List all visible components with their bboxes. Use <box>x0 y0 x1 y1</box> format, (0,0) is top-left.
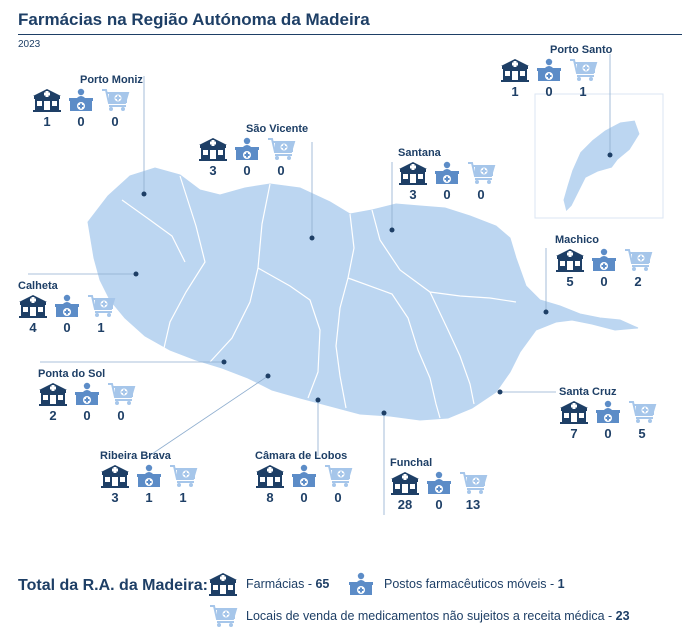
pharmacy-building-icon <box>255 464 285 488</box>
madeira-island <box>88 168 638 420</box>
municipality-santana <box>398 147 496 202</box>
otc-stores-count: 0 <box>334 490 342 505</box>
mobile-posts-count: 0 <box>604 426 612 441</box>
mobile-pharmacy-post-icon <box>66 88 96 112</box>
shopping-cart-cross-icon <box>458 471 488 495</box>
shopping-cart-cross-icon <box>627 400 657 424</box>
mobile-pharmacy-post-icon <box>289 464 319 488</box>
legend-otc-stores <box>208 604 630 628</box>
legend-mobile-label: Postos farmacêuticos móveis - <box>384 577 558 591</box>
municipality-porto-moniz <box>32 74 143 129</box>
shopping-cart-cross-icon <box>106 382 136 406</box>
pharmacies-count: 3 <box>209 163 217 178</box>
pharmacy-building-icon <box>559 400 589 424</box>
marker-ponta-do-sol <box>222 360 227 365</box>
pharmacy-building-icon <box>32 88 62 112</box>
otc-stores-count: 0 <box>117 408 125 423</box>
mobile-posts-count: 0 <box>243 163 251 178</box>
totals-label: Total da R.A. da Madeira: <box>18 577 208 594</box>
municipality-name: Calheta <box>18 280 58 292</box>
marker-porto-santo <box>608 153 613 158</box>
otc-stores-count: 1 <box>579 84 587 99</box>
municipality-name: Santa Cruz <box>559 386 617 398</box>
municipality-funchal <box>390 457 488 512</box>
map-year: 2023 <box>18 39 41 50</box>
legend-mobile-value: 1 <box>557 577 565 591</box>
legend-mobile-posts <box>346 572 565 596</box>
municipality-name: Câmara de Lobos <box>255 450 348 462</box>
mobile-pharmacy-post-icon <box>232 137 262 161</box>
municipality-ribeira-brava <box>100 450 198 505</box>
pharmacies-count: 1 <box>43 114 51 129</box>
municipality-machico <box>555 234 653 289</box>
pharmacies-count: 4 <box>29 320 37 335</box>
municipality-santa-cruz <box>559 386 657 441</box>
municipality-name: Santana <box>398 147 441 159</box>
mobile-posts-count: 0 <box>77 114 85 129</box>
map-title: Farmácias na Região Autónoma da Madeira <box>18 10 370 29</box>
marker-funchal <box>382 411 387 416</box>
mobile-pharmacy-post-icon <box>432 161 462 185</box>
mobile-pharmacy-post-icon <box>52 294 82 318</box>
mobile-posts-count: 1 <box>145 490 153 505</box>
marker-santa-cruz <box>498 390 503 395</box>
pharmacies-count: 8 <box>266 490 274 505</box>
pharmacies-count: 7 <box>570 426 578 441</box>
shopping-cart-cross-icon <box>623 248 653 272</box>
shopping-cart-cross-icon <box>568 58 598 82</box>
mobile-posts-count: 0 <box>83 408 91 423</box>
pharmacies-count: 2 <box>49 408 57 423</box>
marker-sao-vicente <box>310 236 315 241</box>
pharmacy-building-icon <box>18 294 48 318</box>
shopping-cart-cross-icon <box>168 464 198 488</box>
mobile-pharmacy-post-icon <box>134 464 164 488</box>
pharmacies-count: 5 <box>566 274 574 289</box>
marker-ribeira-brava <box>266 374 271 379</box>
mobile-pharmacy-post-icon <box>589 248 619 272</box>
marker-machico <box>544 310 549 315</box>
mobile-posts-count: 0 <box>63 320 71 335</box>
marker-calheta <box>134 272 139 277</box>
porto-santo-island <box>563 120 640 212</box>
pharmacy-building-icon <box>198 137 228 161</box>
municipality-name: Funchal <box>390 457 433 469</box>
shopping-cart-cross-icon <box>266 137 296 161</box>
mobile-posts-count: 0 <box>545 84 553 99</box>
otc-stores-count: 1 <box>97 320 105 335</box>
pharmacy-building-icon <box>208 572 238 596</box>
municipality-name: Machico <box>555 234 600 246</box>
mobile-posts-count: 0 <box>600 274 608 289</box>
legend-pharmacies-value: 65 <box>315 577 330 591</box>
legend-otc-value: 23 <box>615 609 630 623</box>
marker-porto-moniz <box>142 192 147 197</box>
mobile-pharmacy-post-icon <box>593 400 623 424</box>
pharmacy-building-icon <box>390 471 420 495</box>
otc-stores-count: 1 <box>179 490 187 505</box>
marker-camara-de-lobos <box>316 398 321 403</box>
municipality-porto-santo <box>500 44 612 99</box>
pharmacies-count: 3 <box>409 187 417 202</box>
legend-pharmacies-label: Farmácias - <box>246 577 316 591</box>
otc-stores-count: 13 <box>465 497 481 512</box>
pharmacies-count: 3 <box>111 490 119 505</box>
mobile-posts-count: 0 <box>300 490 308 505</box>
municipality-name: Porto Santo <box>550 44 613 56</box>
municipality-name: Porto Moniz <box>80 74 143 86</box>
municipality-sao-vicente <box>198 123 308 178</box>
pharmacy-building-icon <box>398 161 428 185</box>
municipality-name: São Vicente <box>246 123 309 135</box>
mobile-posts-count: 0 <box>443 187 451 202</box>
pharmacy-building-icon <box>555 248 585 272</box>
municipality-camara-de-lobos <box>255 450 353 505</box>
pharmacy-building-icon <box>500 58 530 82</box>
otc-stores-count: 0 <box>277 163 285 178</box>
marker-santana <box>390 228 395 233</box>
mobile-pharmacy-post-icon <box>346 572 376 596</box>
pharmacies-count: 28 <box>397 497 413 512</box>
municipality-name: Ponta do Sol <box>38 368 106 380</box>
pharmacies-count: 1 <box>511 84 519 99</box>
legend-pharmacies <box>208 572 329 596</box>
otc-stores-count: 0 <box>477 187 485 202</box>
municipality-ponta-do-sol <box>38 368 136 423</box>
shopping-cart-cross-icon <box>86 294 116 318</box>
pharmacy-building-icon <box>100 464 130 488</box>
mobile-pharmacy-post-icon <box>534 58 564 82</box>
shopping-cart-cross-icon <box>100 88 130 112</box>
mobile-pharmacy-post-icon <box>424 471 454 495</box>
otc-stores-count: 2 <box>634 274 642 289</box>
legend-otc-label: Locais de venda de medicamentos não sujeitos a receita médica - <box>246 609 616 623</box>
shopping-cart-cross-icon <box>466 161 496 185</box>
otc-stores-count: 0 <box>111 114 119 129</box>
pharmacy-building-icon <box>38 382 68 406</box>
municipality-name: Ribeira Brava <box>100 450 171 462</box>
shopping-cart-cross-icon <box>323 464 353 488</box>
municipality-calheta <box>18 280 116 335</box>
otc-stores-count: 5 <box>638 426 646 441</box>
mobile-pharmacy-post-icon <box>72 382 102 406</box>
mobile-posts-count: 0 <box>435 497 443 512</box>
shopping-cart-cross-icon <box>208 604 238 628</box>
